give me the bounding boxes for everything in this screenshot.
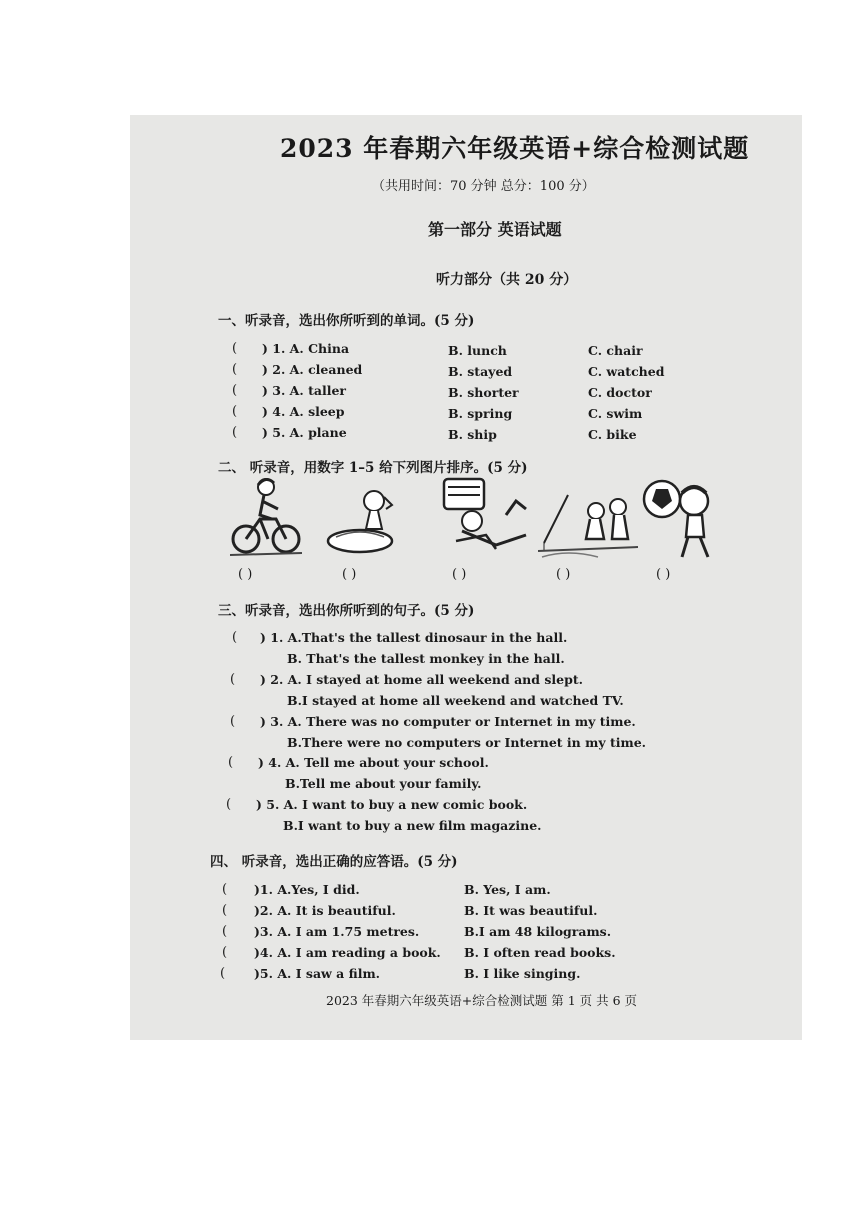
washing-clothes-picture <box>326 487 410 557</box>
section4-option-a: )5. A. I saw a film. <box>254 966 381 981</box>
part-heading: 第一部分 英语试题 <box>428 220 562 239</box>
section1-row-b: B. shorter <box>448 385 519 400</box>
section1-row-c: C. chair <box>588 343 643 358</box>
answer-paren: ( <box>232 341 238 356</box>
section3-option-a: ) 3. A. There was no computer or Internet in my time. <box>260 714 636 729</box>
picture-answer-blank: ( ) <box>656 567 671 582</box>
listening-heading: 听力部分（共 20 分） <box>436 272 578 288</box>
answer-paren: ( <box>232 630 238 645</box>
section4-option-b: B. I like singing. <box>464 966 581 981</box>
section3-option-a: ) 1. A.That's the tallest dinosaur in the hall. <box>260 630 568 645</box>
section1-row-b: B. lunch <box>448 343 507 358</box>
answer-paren: ( <box>232 404 238 419</box>
section1-row-c: C. doctor <box>588 385 652 400</box>
section4-option-b: B. I often read books. <box>464 945 616 960</box>
section3-option-b: B.I stayed at home all weekend and watched TV. <box>287 693 624 708</box>
section1-row-a: ) 3. A. taller <box>262 383 346 398</box>
section4-option-a: )3. A. I am 1.75 metres. <box>254 924 420 939</box>
picture-answer-blank: ( ) <box>452 567 467 582</box>
answer-paren: ( <box>228 755 234 770</box>
boy-reading-picture <box>436 475 536 555</box>
exam-title: 2023 年春期六年级英语+综合检测试题 <box>280 134 750 163</box>
answer-paren: ( <box>222 882 228 897</box>
section4-option-b: B. Yes, I am. <box>464 882 551 897</box>
exam-page <box>130 115 802 1040</box>
answer-paren: ( <box>222 903 228 918</box>
answer-paren: ( <box>232 383 238 398</box>
answer-paren: ( <box>230 714 236 729</box>
picture-answer-blank: ( ) <box>556 567 571 582</box>
section1-row-c: C. swim <box>588 406 643 421</box>
fishing-picture <box>538 491 638 559</box>
section3-option-b: B.Tell me about your family. <box>285 776 482 791</box>
section3-option-a: ) 4. A. Tell me about your school. <box>258 755 489 770</box>
answer-paren: ( <box>222 945 228 960</box>
section4-option-b: B. It was beautiful. <box>464 903 598 918</box>
cycling-picture <box>230 475 302 557</box>
picture-answer-blank: ( ) <box>342 567 357 582</box>
section1-row-b: B. spring <box>448 406 513 421</box>
page-footer: 2023 年春期六年级英语+综合检测试题 第 1 页 共 6 页 <box>326 993 638 1008</box>
boy-football-picture <box>642 475 722 561</box>
section1-row-a: ) 4. A. sleep <box>262 404 345 419</box>
section3-option-b: B.I want to buy a new film magazine. <box>283 818 542 833</box>
section3-option-a: ) 2. A. I stayed at home all weekend and slept. <box>260 672 583 687</box>
section1-row-c: C. watched <box>588 364 665 379</box>
section1-row-c: C. bike <box>588 427 637 442</box>
section1-row-a: ) 1. A. China <box>262 341 350 356</box>
answer-paren: ( <box>232 362 238 377</box>
picture-answer-blank: ( ) <box>238 567 253 582</box>
section1-heading: 一、听录音，选出你所听到的单词。(5 分) <box>218 313 475 329</box>
section4-option-b: B.I am 48 kilograms. <box>464 924 612 939</box>
answer-paren: ( <box>232 425 238 440</box>
section2-heading: 二、 听录音，用数字 1–5 给下列图片排序。(5 分) <box>218 460 528 476</box>
section1-row-b: B. stayed <box>448 364 513 379</box>
section4-option-a: )4. A. I am reading a book. <box>254 945 441 960</box>
answer-paren: ( <box>226 797 232 812</box>
section3-option-b: B. That's the tallest monkey in the hall. <box>287 651 565 666</box>
section1-row-a: ) 2. A. cleaned <box>262 362 363 377</box>
section3-option-b: B.There were no computers or Internet in my time. <box>287 735 647 750</box>
section1-row-b: B. ship <box>448 427 497 442</box>
section4-heading: 四、 听录音，选出正确的应答语。(5 分) <box>210 854 458 870</box>
section4-option-a: )2. A. It is beautiful. <box>254 903 396 918</box>
exam-info: （共用时间：70 分钟 总分：100 分） <box>372 179 595 194</box>
section1-row-a: ) 5. A. plane <box>262 425 347 440</box>
section3-option-a: ) 5. A. I want to buy a new comic book. <box>256 797 528 812</box>
section3-heading: 三、听录音，选出你所听到的句子。(5 分) <box>218 603 475 619</box>
answer-paren: ( <box>220 966 226 981</box>
answer-paren: ( <box>230 672 236 687</box>
section4-option-a: )1. A.Yes, I did. <box>254 882 360 897</box>
answer-paren: ( <box>222 924 228 939</box>
